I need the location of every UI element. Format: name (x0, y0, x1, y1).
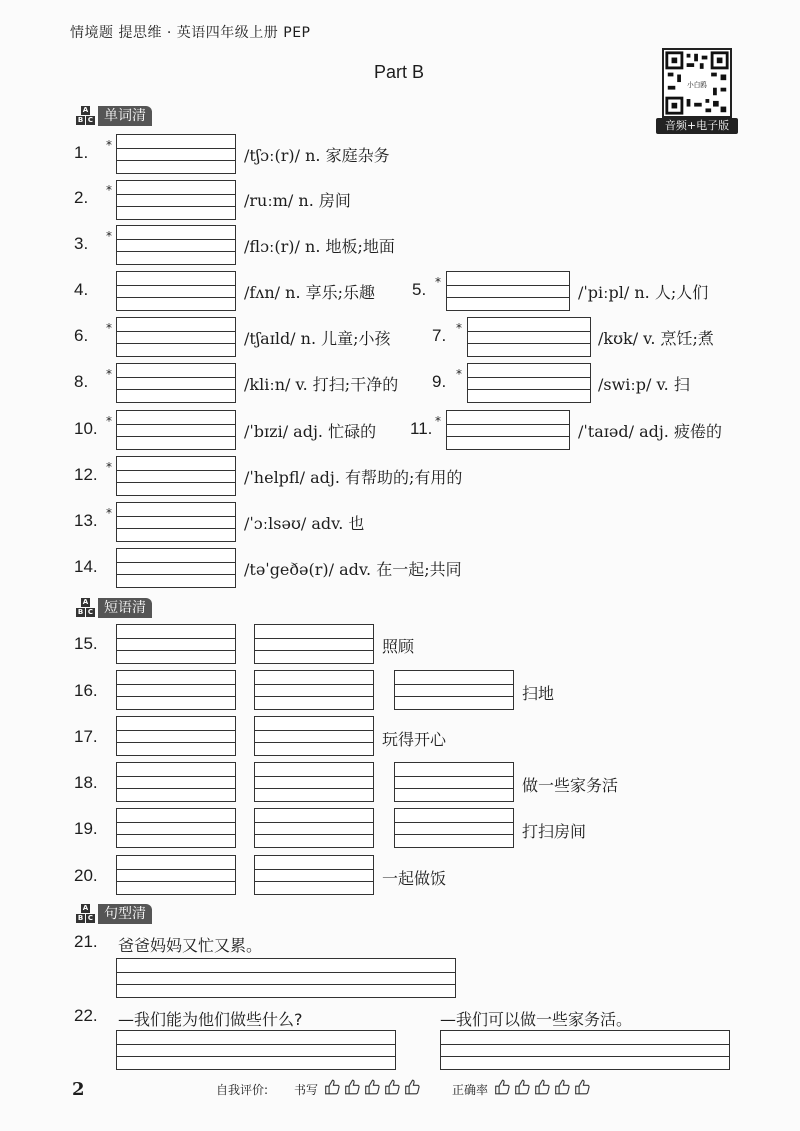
phrase-meaning: 一起做饭 (382, 869, 447, 888)
phrase-meaning: 做一些家务活 (522, 776, 619, 795)
phrase-answer-box[interactable] (116, 624, 236, 664)
word-answer-box[interactable] (467, 317, 591, 357)
word-number: 6. (74, 326, 89, 345)
word-answer-box[interactable] (116, 134, 236, 174)
word-number: 1. (74, 143, 89, 162)
star-mark: * (106, 506, 112, 520)
phrase-answer-box[interactable] (116, 855, 236, 895)
phrase-answer-box[interactable] (116, 716, 236, 756)
word-answer-box[interactable] (116, 502, 236, 542)
sentence-prompt: —我们可以做一些家务活。 (440, 1010, 633, 1029)
section-sentences-heading: A B C 句型清 (76, 904, 152, 924)
star-mark: * (435, 275, 441, 289)
phrase-answer-box[interactable] (254, 855, 374, 895)
word-number: 10. (74, 419, 98, 438)
word-definition: /ˈhelpfl/ adj. 有帮助的;有用的 (244, 468, 463, 487)
phrase-answer-box[interactable] (254, 624, 374, 664)
phrase-answer-box[interactable] (254, 670, 374, 710)
section-phrases-heading: A B C 短语清 (76, 598, 152, 618)
phrase-answer-box[interactable] (116, 670, 236, 710)
word-definition: /təˈgeðə(r)/ adv. 在一起;共同 (244, 560, 462, 579)
phrase-answer-box[interactable] (254, 808, 374, 848)
word-number: 13. (74, 511, 98, 530)
phrase-meaning: 扫地 (522, 684, 555, 703)
page-number: 2 (72, 1079, 85, 1100)
star-mark: * (106, 367, 112, 381)
word-number: 8. (74, 372, 89, 391)
word-number: 5. (412, 280, 427, 299)
phrase-meaning: 照顾 (382, 637, 415, 656)
phrase-answer-box[interactable] (394, 670, 514, 710)
phrase-answer-box[interactable] (254, 762, 374, 802)
word-definition: /ˈɔːlsəʊ/ adv. 也 (244, 514, 365, 533)
abc-icon: A B C (77, 904, 94, 922)
star-mark: * (435, 414, 441, 428)
word-answer-box[interactable] (446, 410, 570, 450)
word-answer-box[interactable] (116, 317, 236, 357)
thumbs-up-icon[interactable] (344, 1078, 361, 1096)
phrase-number: 19. (74, 819, 98, 838)
word-definition: /flɔː(r)/ n. 地板;地面 (244, 237, 395, 256)
word-definition: /ˈtaɪəd/ adj. 疲倦的 (578, 422, 722, 441)
qr-label: 音频+电子版 (656, 118, 738, 134)
book-title: 情境题 提思维 · 英语四年级上册 PEP (70, 25, 311, 41)
word-number: 14. (74, 557, 98, 576)
star-mark: * (106, 138, 112, 152)
sentence-prompt: —我们能为他们做些什么? (118, 1010, 303, 1029)
word-number: 4. (74, 280, 89, 299)
word-number: 7. (432, 326, 447, 345)
word-answer-box[interactable] (116, 180, 236, 220)
phrase-meaning: 打扫房间 (522, 822, 587, 841)
word-number: 12. (74, 465, 98, 484)
phrase-number: 18. (74, 773, 98, 792)
word-answer-box[interactable] (467, 363, 591, 403)
abc-icon: A B C (77, 598, 94, 616)
word-answer-box[interactable] (116, 363, 236, 403)
phrase-answer-box[interactable] (394, 762, 514, 802)
word-answer-box[interactable] (446, 271, 570, 311)
thumbs-up-icon[interactable] (494, 1078, 511, 1096)
word-definition: /ˈbɪzi/ adj. 忙碌的 (244, 422, 377, 441)
word-answer-box[interactable] (116, 548, 236, 588)
word-definition: /kliːn/ v. 打扫;干净的 (244, 375, 399, 394)
phrase-meaning: 玩得开心 (382, 730, 447, 749)
writing-label: 书写 (294, 1083, 319, 1097)
phrase-answer-box[interactable] (116, 808, 236, 848)
word-definition: /ˈpiːpl/ n. 人;人们 (578, 283, 709, 302)
thumbs-up-icon[interactable] (534, 1078, 551, 1096)
abc-icon: A B C (77, 106, 94, 124)
word-definition: /tʃɔː(r)/ n. 家庭杂务 (244, 146, 390, 165)
word-definition: /ruːm/ n. 房间 (244, 191, 351, 210)
word-answer-box[interactable] (116, 410, 236, 450)
phrase-answer-box[interactable] (116, 762, 236, 802)
accuracy-rating[interactable] (494, 1078, 591, 1096)
thumbs-up-icon[interactable] (574, 1078, 591, 1096)
word-number: 3. (74, 234, 89, 253)
phrase-number: 17. (74, 727, 98, 746)
word-answer-box[interactable] (116, 225, 236, 265)
word-answer-box[interactable] (116, 456, 236, 496)
phrase-answer-box[interactable] (394, 808, 514, 848)
star-mark: * (106, 229, 112, 243)
sentence-number: 22. (74, 1006, 98, 1025)
sentence-answer-lines[interactable] (116, 1030, 396, 1070)
self-eval-label: 自我评价: (216, 1083, 269, 1097)
phrase-number: 15. (74, 634, 98, 653)
part-heading: Part B (374, 62, 425, 82)
phrase-number: 20. (74, 866, 98, 885)
sentence-prompt: 爸爸妈妈又忙又累。 (118, 936, 263, 955)
accuracy-label: 正确率 (452, 1083, 489, 1097)
thumbs-up-icon[interactable] (514, 1078, 531, 1096)
star-mark: * (106, 321, 112, 335)
qr-center-label: 小白鸥 (687, 80, 707, 89)
thumbs-up-icon[interactable] (324, 1078, 341, 1096)
thumbs-up-icon[interactable] (384, 1078, 401, 1096)
qr-code[interactable] (662, 48, 732, 118)
star-mark: * (456, 321, 462, 335)
word-definition: /kʊk/ v. 烹饪;煮 (598, 329, 714, 348)
sentence-number: 21. (74, 932, 98, 951)
writing-rating[interactable] (324, 1078, 421, 1096)
phrase-number: 16. (74, 681, 98, 700)
star-mark: * (456, 367, 462, 381)
word-number: 11. (410, 419, 433, 438)
thumbs-up-icon[interactable] (364, 1078, 381, 1096)
sentence-answer-lines[interactable] (116, 958, 456, 998)
section-words-heading: A B C 单词清 (76, 106, 152, 126)
word-number: 9. (432, 372, 447, 391)
word-definition: /tʃaɪld/ n. 儿童;小孩 (244, 329, 391, 348)
thumbs-up-icon[interactable] (404, 1078, 421, 1096)
word-definition: /fʌn/ n. 享乐;乐趣 (244, 283, 376, 302)
word-number: 2. (74, 188, 89, 207)
word-answer-box[interactable] (116, 271, 236, 311)
star-mark: * (106, 460, 112, 474)
phrase-answer-box[interactable] (254, 716, 374, 756)
sentence-answer-lines[interactable] (440, 1030, 730, 1070)
word-definition: /swiːp/ v. 扫 (598, 375, 690, 394)
star-mark: * (106, 183, 112, 197)
thumbs-up-icon[interactable] (554, 1078, 571, 1096)
star-mark: * (106, 414, 112, 428)
